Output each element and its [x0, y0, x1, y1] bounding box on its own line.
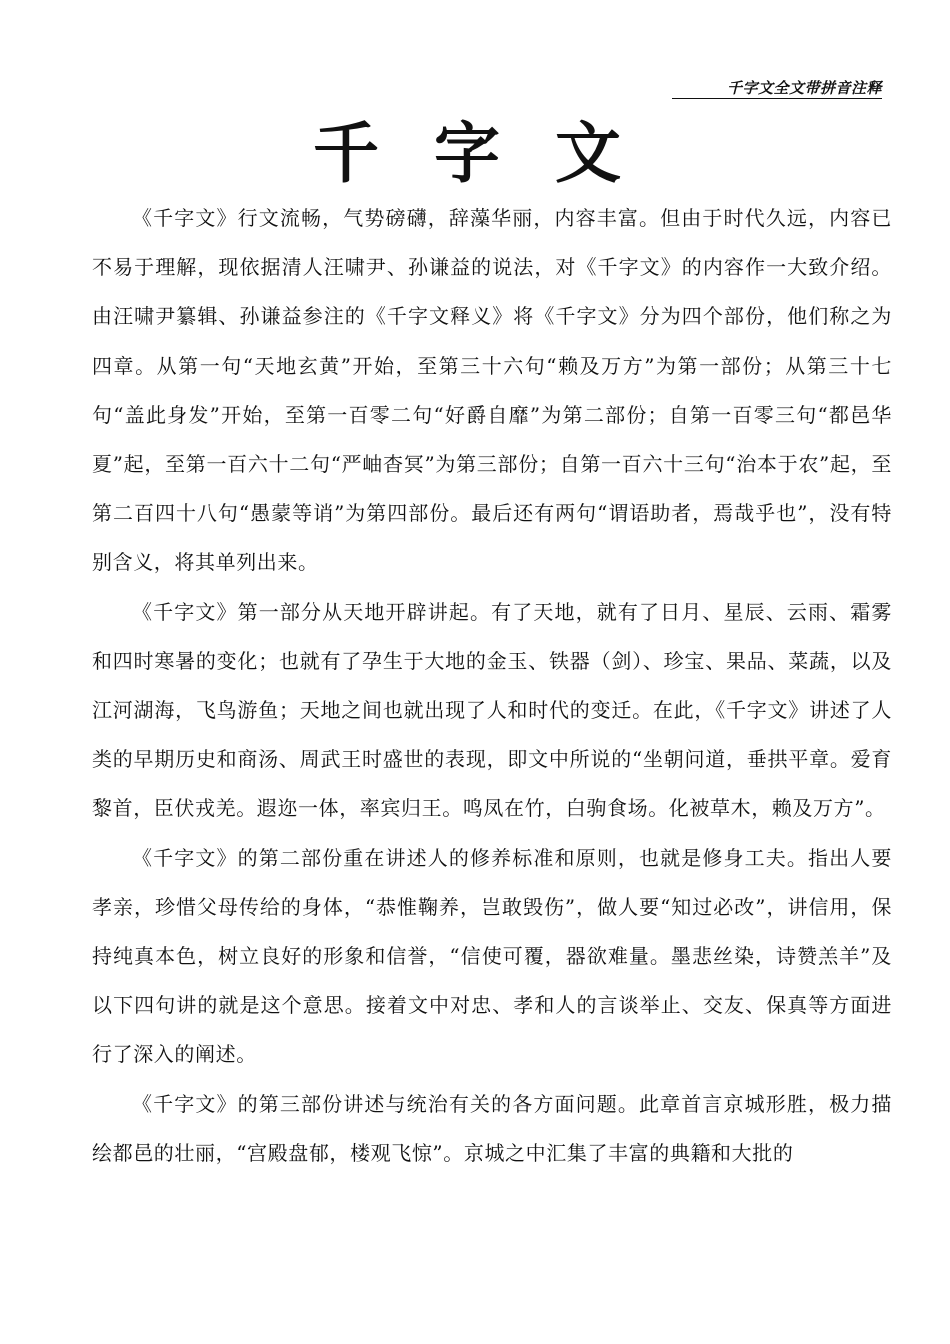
page-title: 千 字 文 [313, 115, 637, 192]
paragraph-part-three: 《千字文》的第三部份讲述与统治有关的各方面问题。此章首言京城形胜，极力描绘都邑的壮丽，“宫殿盘郁，楼观飞惊”。京城之中汇集了丰富的典籍和大批的 [92, 1091, 892, 1165]
paragraph-intro: 《千字文》行文流畅，气势磅礴，辞藻华丽，内容丰富。但由于时代久远，内容已不易于理解，现依据清人汪啸尹、孙谦益的说法，对《千字文》的内容作一大致介绍。由汪啸尹纂辑、孙谦益参注的《千字文释义》将《千字文》分为四个部份，他们称之为四章。从第一句“天地玄黄”开始，至第三十六句“赖及万方”为第一部份；从第三十七句“盖此身发”开始，至第一百零二句“好爵自靡”为第二部份；自第一百零三句“都邑华夏”起，至第一百六十二句“严岫杳冥”为第三部份；自第一百六十三句“治本于农”起，至第二百四十八句“愚蒙等诮”为第四部份。最后还有两句“谓语助者，焉哉乎也”，没有特别含义，将其单列出来。 [92, 206, 892, 575]
paragraph-part-two: 《千字文》的第二部份重在讲述人的修养标准和原则，也就是修身工夫。指出人要孝亲，珍惜父母传给的身体，“恭惟鞠养，岂敢毁伤”，做人要“知过必改”，讲信用，保持纯真本色，树立良好的形象和信誉，“信使可覆，器欲难量。墨悲丝染，诗赞羔羊”及以下四句讲的就是这个意思。接着文中对忠、孝和人的言谈举止、交友、保真等方面进行了深入的阐述。 [92, 845, 892, 1067]
body-text [92, 194, 892, 1178]
paragraph-part-one: 《千字文》第一部分从天地开辟讲起。有了天地，就有了日月、星辰、云雨、霜雾和四时寒暑的变化；也就有了孕生于大地的金玉、铁器（剑）、珍宝、果品、菜蔬，以及江河湖海，飞鸟游鱼；天地之间也就出现了人和时代的变迁。在此，《千字文》讲述了人类的早期历史和商汤、周武王时盛世的表现，即文中所说的“坐朝问道，垂拱平章。爱育黎首，臣伏戎羌。遐迩一体，率宾归王。鸣凤在竹，白驹食场。化被草木，赖及万方”。 [92, 599, 892, 821]
running-header: 千字文全文带拼音注释 [672, 78, 882, 99]
